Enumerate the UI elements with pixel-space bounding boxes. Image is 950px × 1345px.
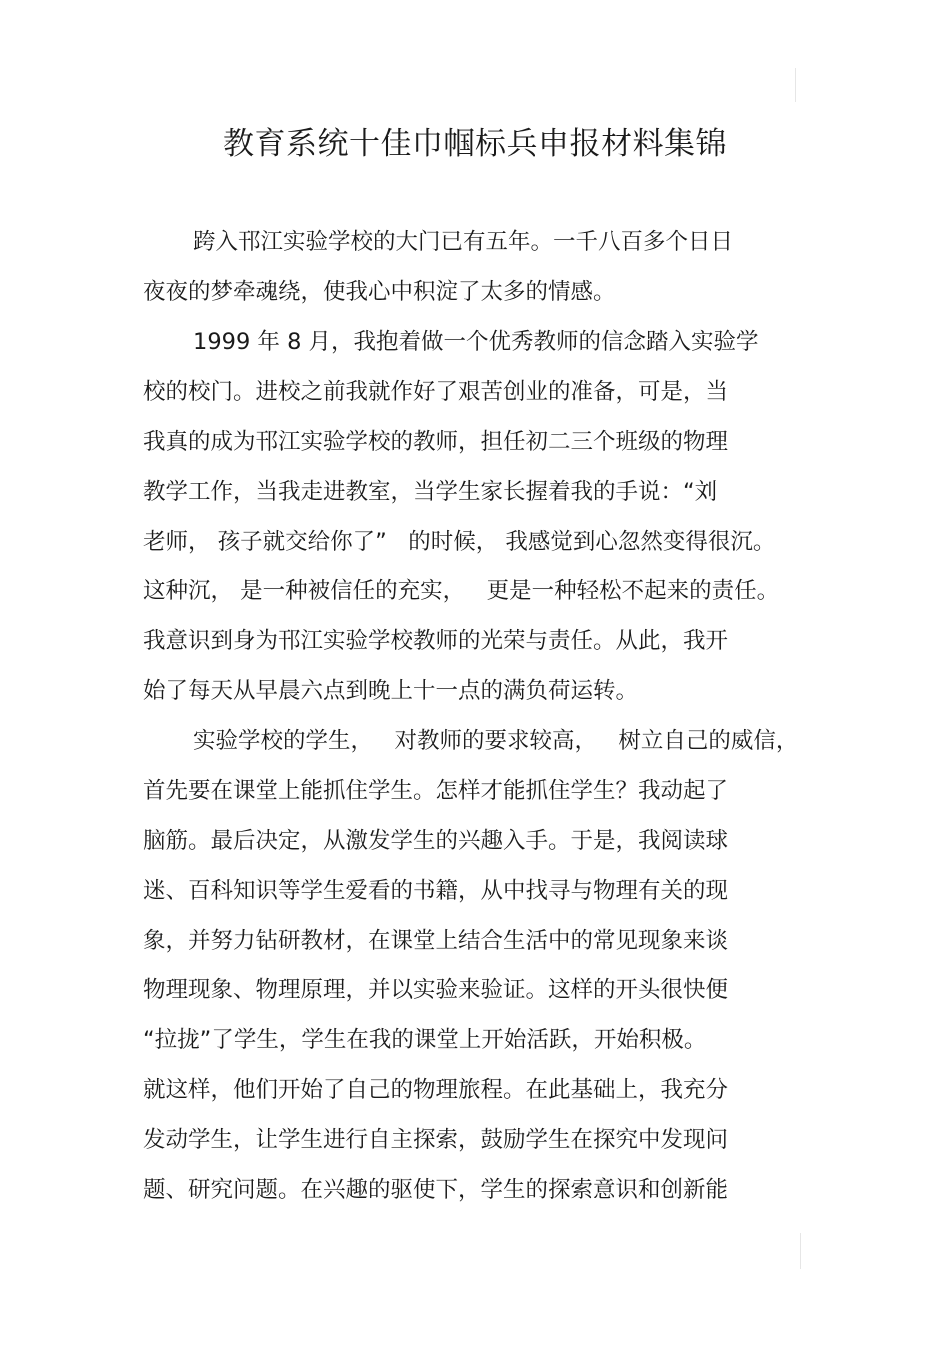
paragraph-line: 首先要在课堂上能抓住学生。怎样才能抓住学生？我动起了 (143, 778, 729, 804)
document-title: 教育系统十佳巾帼标兵申报材料集锦 (223, 126, 727, 162)
paragraph-line: 迷、百科知识等学生爱看的书籍，从中找寻与物理有关的现 (143, 878, 729, 904)
paragraph-line: 发动学生，让学生进行自主探索，鼓励学生在探究中发现问 (143, 1127, 729, 1153)
paragraph-line: 我意识到身为邗江实验学校教师的光荣与责任。从此，我开 (143, 628, 729, 654)
paragraph-line: 夜夜的梦牵魂绕，使我心中积淀了太多的情感。 (143, 279, 616, 305)
paragraph-line: 校的校门。进校之前我就作好了艰苦创业的准备，可是，当 (143, 379, 729, 405)
paragraph-line: 始了每天从早晨六点到晚上十一点的满负荷运转。 (143, 678, 639, 704)
paragraph-line: 我真的成为邗江实验学校的教师，担任初二三个班级的物理 (143, 429, 729, 455)
paragraph-line: 象，并努力钻研教材，在课堂上结合生活中的常见现象来谈 (143, 928, 729, 954)
page-margin-mark-bottom (800, 1233, 801, 1269)
paragraph-line: 就这样，他们开始了自己的物理旅程。在此基础上，我充分 (143, 1077, 729, 1103)
paragraph-line: 题、研究问题。在兴趣的驱使下，学生的探索意识和创新能 (143, 1177, 729, 1203)
page-margin-mark-top (795, 68, 796, 102)
paragraph-line: 实验学校的学生， 对教师的要求较高， 树立自己的威信， (193, 728, 799, 754)
paragraph-line: 老师， 孩子就交给你了” 的时候， 我感觉到心忽然变得很沉。 (143, 529, 776, 555)
paragraph-line: 跨入邗江实验学校的大门已有五年。一千八百多个日日 (193, 229, 734, 255)
paragraph-line: 物理现象、物理原理，并以实验来验证。这样的开头很快便 (143, 977, 729, 1003)
paragraph-line: 教学工作，当我走进教室，当学生家长握着我的手说：“刘 (143, 479, 718, 505)
paragraph-line: “拉拢”了学生，学生在我的课堂上开始活跃，开始积极。 (143, 1027, 707, 1053)
paragraph-line: 脑筋。最后决定，从激发学生的兴趣入手。于是，我阅读球 (143, 828, 729, 854)
paragraph-line: 1999 年 8 月，我抱着做一个优秀教师的信念踏入实验学 (193, 329, 759, 355)
paragraph-line: 这种沉， 是一种被信任的充实， 更是一种轻松不起来的责任。 (143, 578, 780, 604)
